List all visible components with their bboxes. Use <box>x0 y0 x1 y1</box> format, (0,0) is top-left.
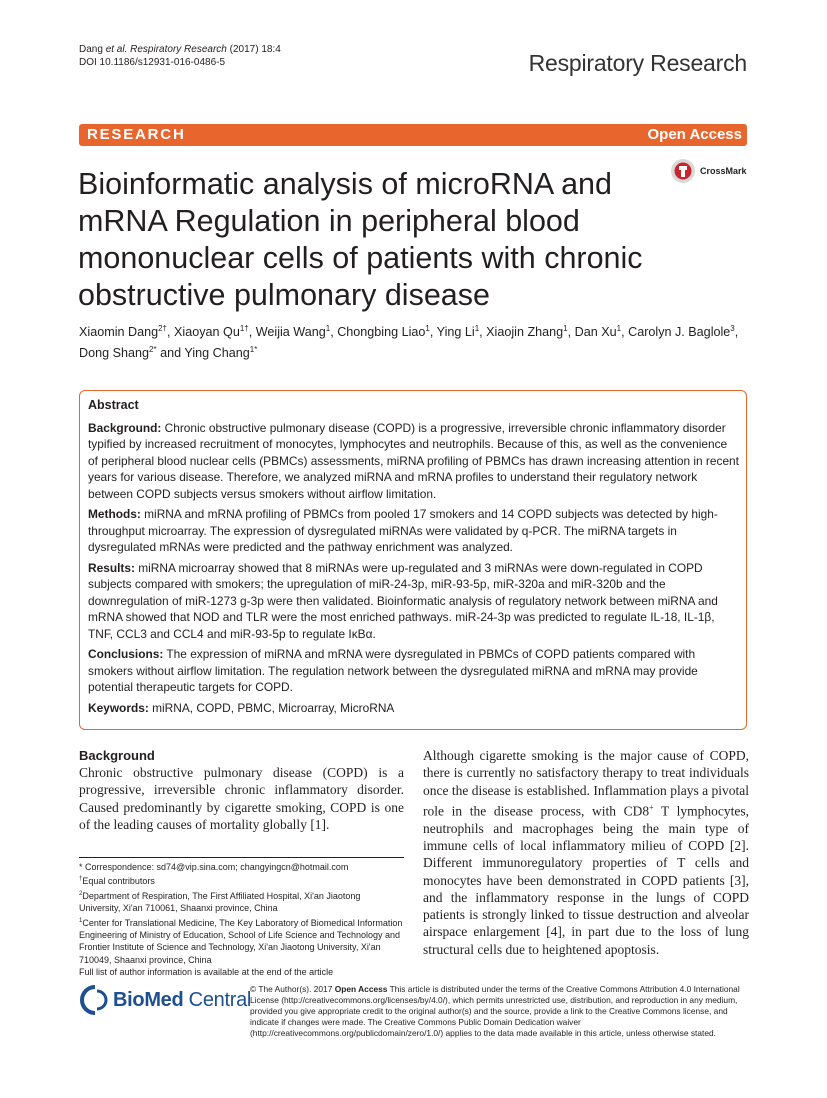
article-type-label: RESEARCH <box>87 126 186 143</box>
cd8-sup: + <box>649 802 654 812</box>
abstract-results-text: miRNA microarray showed that 8 miRNAs were up-regulated and 3 miRNAs were down-regulated in COPD subjects compared with smokers; the upregulation of miR-24-3p, miR-93-5p, miR-320a and miR-320b and the downregulation of miR-1273 g-3p were then validated. Bioinformatic analysis of regulatory network between miRNA and mRNA showed that NOD and TLR were the most enriched pathways. miR-24-3p was predicted to regulate IL-18, IL-1β, TNF, CCL3 and CCL4 and miR-93-5p to regulate IκBα. <box>88 560 718 641</box>
citation-journal: Respiratory Research <box>127 44 230 55</box>
abstract-methods-text: miRNA and mRNA profiling of PBMCs from pooled 17 smokers and 14 COPD subjects was detected by high-throughput microarray. The expression of dysregulated miRNAs were validated by q-PCR. The miRNA targets in dysregulated mRNAs were predicted and the pathway enrichment was analyzed. <box>88 507 718 554</box>
publisher-logo <box>80 985 251 1015</box>
open-access-label: Open Access <box>647 126 742 143</box>
citation-etal: et al. <box>105 44 128 55</box>
author-affiliation-sup: 2* <box>149 344 157 354</box>
aff1-text: Center for Translational Medicine, The Key Laboratory of Biomedical Information Engineering of Ministry of Education, School of Life Science and Technology and Frontier Institute of Science and Technology, Xi'an Jiaotong University, Xi'an 710049, Shaanxi province, China <box>79 917 403 965</box>
aff1-sup: 1 <box>79 917 83 924</box>
logo-bold-text: BioMed <box>113 988 184 1011</box>
affiliation-2 <box>79 888 404 915</box>
abstract-keywords <box>88 700 740 717</box>
author-name-text: Xiaomin Dang <box>79 325 159 339</box>
author-name-text: Ying Li <box>436 325 475 339</box>
author-affiliation-sup: 1 <box>616 323 622 333</box>
author-affiliation-sup: 2† <box>158 323 168 333</box>
crossmark-label: CrossMark <box>700 166 747 176</box>
biomed-central-logo-icon <box>80 985 110 1015</box>
author-affiliation-sup: 1 <box>325 323 331 333</box>
author-name[interactable] <box>437 325 480 339</box>
author-name-text: Dong Shang <box>79 346 150 360</box>
author-affiliation-sup: 3 <box>730 323 735 333</box>
left-column <box>79 747 404 833</box>
author-name-text: Xiaojin Zhang <box>486 325 564 339</box>
author-name[interactable] <box>628 325 735 339</box>
footnotes <box>79 857 404 979</box>
abstract-methods <box>88 506 740 556</box>
abstract-keywords-label: Keywords: <box>88 700 149 715</box>
correspondence-note: * Correspondence: sd74@vip.sina.com; changyingcn@hotmail.com <box>79 862 349 872</box>
aff2-sup: 2 <box>79 890 83 897</box>
license-open-access: Open Access <box>334 984 388 994</box>
citation-line <box>79 43 281 56</box>
author-affiliation-sup: 1 <box>425 323 430 333</box>
abstract-keywords-text: miRNA, COPD, PBMC, Microarray, MicroRNA <box>148 700 395 715</box>
author-name[interactable] <box>256 325 330 339</box>
license-copyright: © The Author(s). 2017 <box>250 984 335 994</box>
citation-volume: (2017) 18:4 <box>229 44 281 55</box>
author-name-text: Dan Xu <box>574 325 617 339</box>
author-name-text: Weijia Wang <box>255 325 326 339</box>
equal-contributors-note <box>79 873 404 887</box>
abstract-conclusions-label: Conclusions: <box>88 647 164 661</box>
equal-sup: † <box>79 876 83 883</box>
author-name-text: Xiaoyan Qu <box>174 325 240 339</box>
footnote-divider <box>79 857 404 858</box>
article-title: Bioinformatic analysis of microRNA and mRNA Regulation in peripheral blood mononuclear cells of patients with chronic obstructive pulmonary disease <box>78 167 643 312</box>
abstract-methods-label: Methods: <box>88 507 141 521</box>
author-affiliation-sup: 1 <box>474 323 480 333</box>
right-column <box>423 747 749 958</box>
author-name-text: Carolyn J. Baglole <box>628 325 731 339</box>
full-author-info-note: Full list of author information is available at the end of the article <box>79 967 334 978</box>
author-affiliation-sup: 1† <box>239 323 249 333</box>
author-affiliation-sup: 1 <box>563 323 568 333</box>
author-name[interactable] <box>174 325 249 339</box>
author-name[interactable] <box>575 325 621 339</box>
right-column-text <box>423 747 749 958</box>
abstract-background-label: Background: <box>88 420 162 435</box>
background-text: Chronic obstructive pulmonary disease (COPD) is a progressive, irreversible chronic inflammatory disorder. Caused predominantly by cigarette smoking, COPD is one of the leading causes of mortality globally [1]. <box>79 765 404 832</box>
journal-name: Respiratory Research <box>528 50 747 76</box>
author-list: Xiaomin Dang$^{2\dagger}$, Xiaoyan $Qu^{1\dagger}$, Weijia Wang$^1$, Chongbing Liao$^1$, Ying Li$^1$, Xiaojin Zhang$^1$, Dan Xu$^1$, Carolyn J. Baglole$^3$, Dong Shang$^{2*}$ and Ying Chang$^{1*}$ <box>79 323 739 360</box>
citation-header <box>79 43 281 69</box>
abstract-conclusions-text: The expression of miRNA and mRNA were dysregulated in PBMCs of COPD patients compared with smokers without airflow limitation. The regulation network between the dysregulated miRNA and mRNA may provide potential therapeutic targets for COPD. <box>88 647 698 694</box>
affiliation-1 <box>79 915 404 967</box>
abstract-content <box>88 397 740 720</box>
abstract-background-text: Chronic obstructive pulmonary disease (COPD) is a progressive, irreversible chronic inflammatory disorder typified by increased recruitment of monocytes, lymphocytes and neutrophils. Because of this, as well as the convenience of peripheral blood nuclear cells (PBMCs) assessments, miRNA profiling of PBMCs has drawn increasing attention in recent years for various disease. Therefore, we analyzed miRNA and mRNA profiles to understand their regulatory network between COPD subjects versus smokers without airflow limitation. <box>88 420 739 501</box>
article-type-banner <box>79 124 747 146</box>
abstract-results-label: Results: <box>88 560 135 575</box>
crossmark-icon <box>670 158 696 184</box>
author-name-text: Ying Chang <box>184 346 250 360</box>
author-name[interactable] <box>79 346 157 360</box>
license-text: This article is distributed under the terms of the Creative Commons Attribution 4.0 International License (http://creativecommons.org/licenses/by/4.0/), which permits unrestricted use, distribution, and reproduction in any medium, provided you give appropriate credit to the original author(s) and the source, provide a link to the Creative Commons license, and indicate if changes were made. The Creative Commons Public Domain Dedication waiver (http://creativecommons.org/publicdomain/zero/1.0/) applies to the data made available in this article, unless otherwise stated. <box>250 984 740 1038</box>
abstract-results <box>88 560 740 643</box>
crossmark-button[interactable] <box>670 158 747 184</box>
license-notice <box>250 984 750 1039</box>
author-affiliation-sup: 1* <box>249 344 258 354</box>
abstract-heading: Abstract <box>88 398 139 412</box>
author-name[interactable] <box>337 325 430 339</box>
aff2-text: Department of Respiration, The First Affiliated Hospital, Xi'an Jiaotong University, Xi'an 710061, Shaanxi province, China <box>79 890 361 914</box>
equal-text: Equal contributors <box>82 876 155 887</box>
doi: DOI 10.1186/s12931-016-0486-5 <box>79 57 226 68</box>
author-name[interactable] <box>184 346 257 360</box>
right-text-part2: T lymphocytes, neutrophils and macrophages being the main type of immune cells of local inflammatory milieu of COPD [2]. Different immunoregulatory properties of T cells and monocytes have been demonstrated in COPD patients [3], and the inflammatory response in the lungs of COPD patients is strongly linked to tissue destruction and alveolar airspace enlargement [4], in part due to the loss of lung structural cells due to heightened apoptosis. <box>423 803 749 957</box>
background-heading: Background <box>79 748 155 763</box>
author-name-text: Chongbing Liao <box>337 325 426 339</box>
abstract-box <box>79 390 747 730</box>
citation-authors: Dang <box>79 44 106 55</box>
abstract-conclusions <box>88 646 740 696</box>
abstract-background <box>88 420 740 503</box>
author-and: and <box>156 346 185 360</box>
right-text-part1: Although cigarette smoking is the major cause of COPD, there is currently no satisfactory therapy to treat individuals once the disease is established. Inflammation plays a pivotal role in the disease process, with CD8 <box>423 748 749 819</box>
author-name[interactable] <box>79 325 167 339</box>
logo-thin-text: Central <box>183 988 252 1011</box>
publisher-logo-text <box>113 989 251 1012</box>
author-name[interactable] <box>486 325 567 339</box>
